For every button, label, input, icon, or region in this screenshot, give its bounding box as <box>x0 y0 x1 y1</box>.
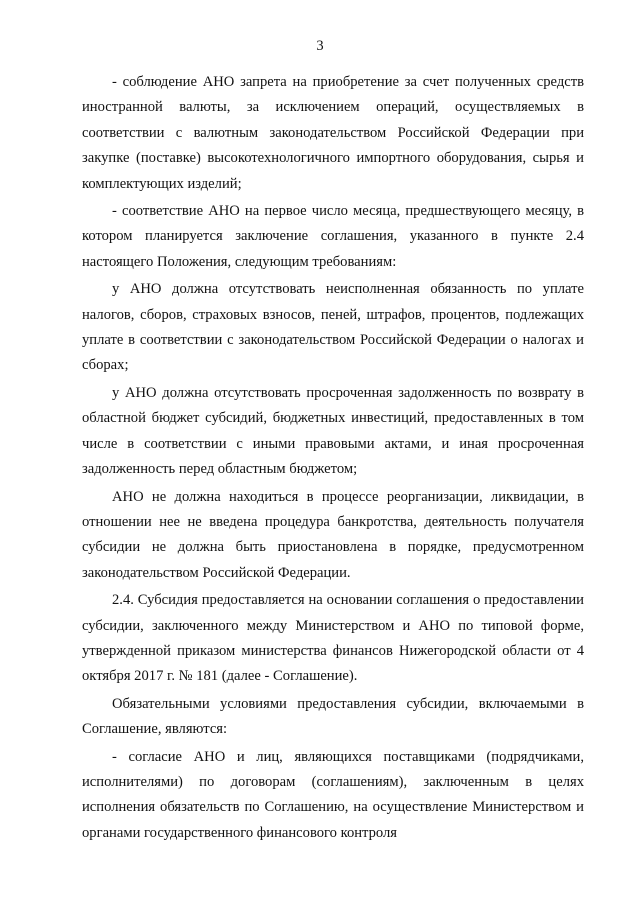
paragraph-requirements-intro: - соответствие АНО на первое число месяца, предшествующего месяцу, в котором планируется заключение соглашения, указанного в пункте 2.4 настоящего Положения, следующим требованиям: <box>82 203 584 270</box>
paragraph-mandatory-conditions: Обязательными условиями предоставления субсидии, включаемыми в Соглашение, являются: <box>82 695 584 738</box>
paragraph-2-4-agreement: 2.4. Субсидия предоставляется на основании соглашения о предоставлении субсидии, заключенного между Министерством и АНО по типовой форме, утвержденной приказом министерства финансов Нижегородской области от 4 октября 2017 г. № 181 (далее - Соглашение). <box>82 592 584 685</box>
paragraph-no-reorganization: АНО не должна находиться в процессе реорганизации, ликвидации, в отношении нее не введена процедура банкротства, деятельность получателя субсидии не должна быть приостановлена в порядке, предусмотренном законодательством Российской Федерации. <box>82 488 584 581</box>
document-body <box>82 70 584 848</box>
paragraph-consent: - согласие АНО и лиц, являющихся поставщиками (подрядчиками, исполнителями) по договорам (соглашениям), заключенным в целях исполнения обязательств по Соглашению, на осуществление Министерством и органами государственного финансового контроля <box>82 748 584 841</box>
page-number: 3 <box>316 38 324 54</box>
paragraph-no-budget-debt: у АНО должна отсутствовать просроченная задолженность по возврату в областной бюджет субсидий, бюджетных инвестиций, предоставленных в том числе в соответствии с иными правовыми актами, и иная просроченная задолженность перед областным бюджетом; <box>82 384 584 478</box>
paragraph-currency-ban: - соблюдение АНО запрета на приобретение за счет полученных средств иностранной валюты, за исключением операций, осуществляемых в соответствии с валютным законодательством Российской Федерации при закупке (поставке) высокотехнологичного импортного оборудования, сырья и комплектующих изделий; <box>82 74 584 192</box>
paragraph-no-tax-debt: у АНО должна отсутствовать неисполненная обязанность по уплате налогов, сборов, страховых взносов, пеней, штрафов, процентов, подлежащих уплате в соответствии с законодательством Российской Федерации о налогах и сборах; <box>82 281 584 374</box>
